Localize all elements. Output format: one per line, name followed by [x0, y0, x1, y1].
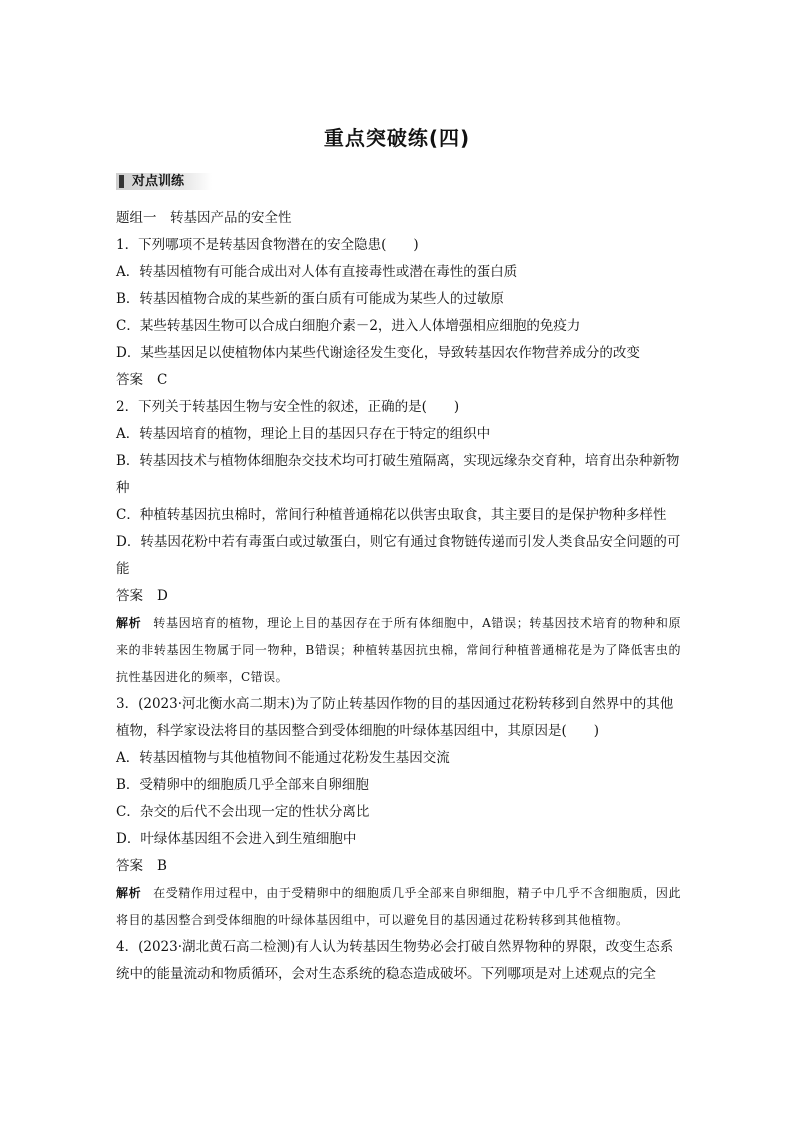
explanation-text: 转基因培育的植物，理论上目的基因存在于所有体细胞中，A错误；转基因技术培育的物种和原来的非转基因生物属于同一物种，B错误；种植转基因抗虫棉，常间行种植普通棉花是为了降低害虫的抗性基因进化的频率，C错误。 — [116, 616, 681, 684]
question-3-option-d: D．叶绿体基因组不会进入到生殖细胞中 — [116, 831, 357, 847]
answer-value: B — [157, 858, 167, 874]
answer-value: D — [157, 588, 168, 604]
group-heading: 题组一 转基因产品的安全性 — [116, 210, 292, 226]
question-1-stem: 1．下列哪项不是转基因食物潜在的安全隐患( ) — [116, 237, 419, 253]
question-3-option-c: C．杂交的后代不会出现一定的性状分离比 — [116, 804, 370, 820]
question-2-option-c: C．种植转基因抗虫棉时，常间行种植普通棉花以供害虫取食，其主要目的是保护物种多样性 — [116, 507, 667, 523]
explanation-text: 在受精作用过程中，由于受精卵中的细胞质几乎全部来自卵细胞，精子中几乎不含细胞质，因此将目的基因整合到受体细胞的叶绿体基因组中，可以避免目的基因通过花粉转移到其他植物。 — [116, 886, 681, 927]
question-2-option-a: A．转基因培育的植物，理论上目的基因只存在于特定的组织中 — [116, 426, 491, 442]
section-badge — [116, 173, 212, 190]
question-1-option-d: D．某些基因足以使植物体内某些代谢途径发生变化，导致转基因农作物营养成分的改变 — [116, 345, 640, 361]
question-1-answer — [116, 367, 681, 394]
answer-label: 答案 — [116, 588, 143, 604]
question-2-answer — [116, 583, 681, 610]
question-2-explanation — [116, 610, 681, 691]
page-title: 重点突破练(四) — [323, 126, 471, 150]
question-2-option-d: D．转基因花粉中若有毒蛋白或过敏蛋白，则它有通过食物链传递而引发人类食品安全问题的可能 — [116, 534, 681, 577]
question-content — [116, 205, 681, 988]
question-1-option-c: C．某些转基因生物可以合成白细胞介素－2，进入人体增强相应细胞的免疫力 — [116, 318, 581, 334]
badge-bar-decoration — [119, 175, 124, 188]
explanation-label: 解析 — [116, 616, 142, 630]
explanation-label: 解析 — [116, 886, 142, 900]
question-3-option-b: B．受精卵中的细胞质几乎全部来自卵细胞 — [116, 777, 369, 793]
question-3-stem: 3．(2023·河北衡水高二期末)为了防止转基因作物的目的基因通过花粉转移到自然界中的其他植物，科学家设法将目的基因整合到受体细胞的叶绿体基因组中，其原因是( ) — [116, 696, 674, 739]
question-1-option-a: A．转基因植物有可能合成出对人体有直接毒性或潜在毒性的蛋白质 — [116, 264, 518, 280]
question-1-option-b: B．转基因植物合成的某些新的蛋白质有可能成为某些人的过敏原 — [116, 291, 504, 307]
answer-value: C — [157, 372, 168, 388]
section-badge-label: 对点训练 — [132, 174, 185, 189]
question-4-stem: 4．(2023·湖北黄石高二检测)有人认为转基因生物势必会打破自然界物种的界限，改变生态系统中的能量流动和物质循环，会对生态系统的稳态造成破坏。下列哪项是对上述观点的完全 — [116, 939, 674, 982]
answer-label: 答案 — [116, 858, 143, 874]
question-3-explanation — [116, 880, 681, 934]
answer-label: 答案 — [116, 372, 143, 388]
question-3-option-a: A．转基因植物与其他植物间不能通过花粉发生基因交流 — [116, 750, 450, 766]
question-3-answer — [116, 853, 681, 880]
question-2-stem: 2．下列关于转基因生物与安全性的叙述，正确的是( ) — [116, 399, 460, 415]
question-2-option-b: B．转基因技术与植物体细胞杂交技术均可打破生殖隔离，实现远缘杂交育种，培育出杂种新物种 — [116, 453, 680, 496]
